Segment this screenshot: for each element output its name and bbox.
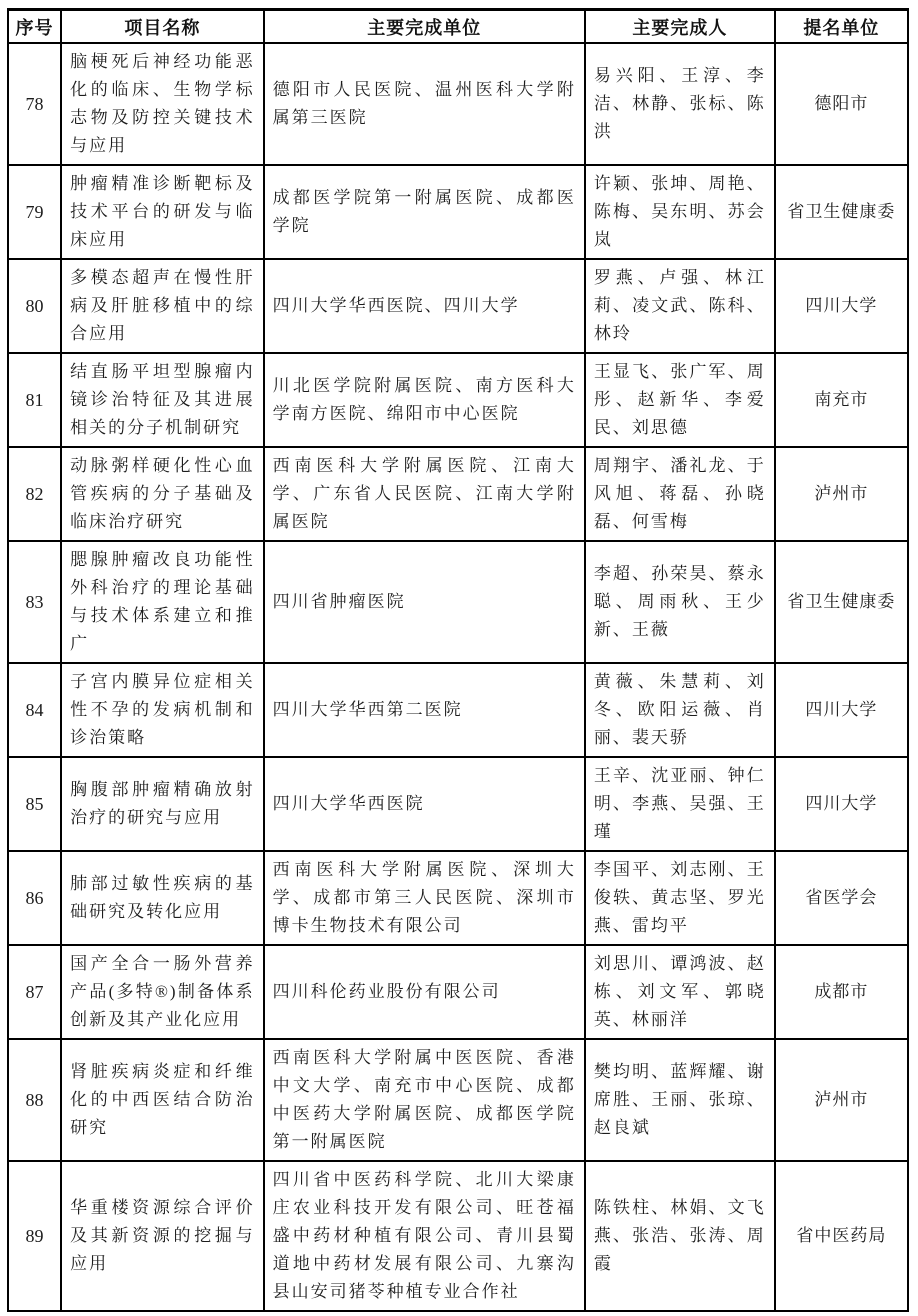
- cell-completing-units: 川北医学院附属医院、南方医科大学南方医院、绵阳市中心医院: [264, 353, 585, 447]
- cell-completing-units: 四川科伦药业股份有限公司: [264, 945, 585, 1039]
- cell-nominating-unit: 省卫生健康委: [775, 541, 908, 663]
- column-header-project-name: 项目名称: [61, 10, 264, 44]
- cell-completing-people: 王辛、沈亚丽、钟仁明、李燕、吴强、王瑾: [585, 757, 775, 851]
- cell-completing-people: 刘思川、谭鸿波、赵栋、刘文军、郭晓英、林丽洋: [585, 945, 775, 1039]
- column-header-serial: 序号: [8, 10, 61, 44]
- cell-completing-people: 许颖、张坤、周艳、陈梅、吴东明、苏会岚: [585, 165, 775, 259]
- cell-serial-number: 86: [8, 851, 61, 945]
- table-row: [8, 447, 908, 541]
- cell-project-name: 肾脏疾病炎症和纤维化的中西医结合防治研究: [61, 1039, 264, 1161]
- cell-nominating-unit: 四川大学: [775, 259, 908, 353]
- cell-nominating-unit: 省卫生健康委: [775, 165, 908, 259]
- table-row: [8, 541, 908, 663]
- cell-serial-number: 87: [8, 945, 61, 1039]
- cell-project-name: 腮腺肿瘤改良功能性外科治疗的理论基础与技术体系建立和推广: [61, 541, 264, 663]
- table-row: [8, 165, 908, 259]
- table-row: [8, 1039, 908, 1161]
- cell-completing-units: 西南医科大学附属医院、深圳大学、成都市第三人民医院、深圳市博卡生物技术有限公司: [264, 851, 585, 945]
- cell-nominating-unit: 省医学会: [775, 851, 908, 945]
- cell-completing-units: 四川省中医药科学院、北川大梁康庄农业科技开发有限公司、旺苍福盛中药材种植有限公司、青川县蜀道地中药材发展有限公司、九寨沟县山安司猪苓种植专业合作社: [264, 1161, 585, 1311]
- cell-project-name: 脑梗死后神经功能恶化的临床、生物学标志物及防控关键技术与应用: [61, 43, 264, 165]
- cell-nominating-unit: 南充市: [775, 353, 908, 447]
- cell-completing-units: 成都医学院第一附属医院、成都医学院: [264, 165, 585, 259]
- cell-serial-number: 79: [8, 165, 61, 259]
- cell-completing-people: 黄薇、朱慧莉、刘冬、欧阳运薇、肖丽、裴天骄: [585, 663, 775, 757]
- cell-project-name: 动脉粥样硬化性心血管疾病的分子基础及临床治疗研究: [61, 447, 264, 541]
- table-row: [8, 43, 908, 165]
- cell-project-name: 多模态超声在慢性肝病及肝脏移植中的综合应用: [61, 259, 264, 353]
- table-row: [8, 757, 908, 851]
- cell-serial-number: 83: [8, 541, 61, 663]
- cell-completing-units: 四川大学华西医院、四川大学: [264, 259, 585, 353]
- cell-project-name: 结直肠平坦型腺瘤内镜诊治特征及其进展相关的分子机制研究: [61, 353, 264, 447]
- cell-completing-people: 罗燕、卢强、林江莉、凌文武、陈科、林玲: [585, 259, 775, 353]
- cell-serial-number: 89: [8, 1161, 61, 1311]
- cell-serial-number: 84: [8, 663, 61, 757]
- cell-completing-people: 陈铁柱、林娟、文飞燕、张浩、张涛、周霞: [585, 1161, 775, 1311]
- column-header-completing-units: 主要完成单位: [264, 10, 585, 44]
- table-row: [8, 851, 908, 945]
- cell-project-name: 肿瘤精准诊断靶标及技术平台的研发与临床应用: [61, 165, 264, 259]
- cell-serial-number: 81: [8, 353, 61, 447]
- cell-serial-number: 82: [8, 447, 61, 541]
- cell-completing-units: 德阳市人民医院、温州医科大学附属第三医院: [264, 43, 585, 165]
- cell-nominating-unit: 泸州市: [775, 1039, 908, 1161]
- cell-serial-number: 80: [8, 259, 61, 353]
- cell-completing-people: 易兴阳、王淳、李洁、林静、张标、陈洪: [585, 43, 775, 165]
- cell-project-name: 国产全合一肠外营养产品(多特®)制备体系创新及其产业化应用: [61, 945, 264, 1039]
- cell-completing-people: 李国平、刘志刚、王俊轶、黄志坚、罗光燕、雷均平: [585, 851, 775, 945]
- table-row: [8, 1161, 908, 1311]
- cell-nominating-unit: 泸州市: [775, 447, 908, 541]
- cell-completing-people: 李超、孙荣昊、蔡永聪、周雨秋、王少新、王薇: [585, 541, 775, 663]
- column-header-completing-people: 主要完成人: [585, 10, 775, 44]
- cell-completing-units: 西南医科大学附属中医医院、香港中文大学、南充市中心医院、成都中医药大学附属医院、成都医学院第一附属医院: [264, 1039, 585, 1161]
- cell-serial-number: 88: [8, 1039, 61, 1161]
- cell-completing-units: 四川大学华西医院: [264, 757, 585, 851]
- cell-serial-number: 78: [8, 43, 61, 165]
- cell-completing-units: 四川省肿瘤医院: [264, 541, 585, 663]
- table-body: [8, 43, 908, 1311]
- table-row: [8, 259, 908, 353]
- header-row: [8, 10, 908, 44]
- column-header-nominating-unit: 提名单位: [775, 10, 908, 44]
- table-row: [8, 353, 908, 447]
- cell-serial-number: 85: [8, 757, 61, 851]
- table-row: [8, 945, 908, 1039]
- award-projects-table: [7, 8, 909, 1312]
- cell-nominating-unit: 四川大学: [775, 757, 908, 851]
- cell-project-name: 胸腹部肿瘤精确放射治疗的研究与应用: [61, 757, 264, 851]
- cell-project-name: 子宫内膜异位症相关性不孕的发病机制和诊治策略: [61, 663, 264, 757]
- cell-nominating-unit: 四川大学: [775, 663, 908, 757]
- cell-nominating-unit: 成都市: [775, 945, 908, 1039]
- cell-completing-units: 西南医科大学附属医院、江南大学、广东省人民医院、江南大学附属医院: [264, 447, 585, 541]
- cell-completing-people: 周翔宇、潘礼龙、于风旭、蒋磊、孙晓磊、何雪梅: [585, 447, 775, 541]
- cell-project-name: 华重楼资源综合评价及其新资源的挖掘与应用: [61, 1161, 264, 1311]
- cell-completing-people: 王显飞、张广军、周彤、赵新华、李爱民、刘思德: [585, 353, 775, 447]
- cell-completing-units: 四川大学华西第二医院: [264, 663, 585, 757]
- cell-project-name: 肺部过敏性疾病的基础研究及转化应用: [61, 851, 264, 945]
- cell-nominating-unit: 省中医药局: [775, 1161, 908, 1311]
- table-row: [8, 663, 908, 757]
- cell-nominating-unit: 德阳市: [775, 43, 908, 165]
- cell-completing-people: 樊均明、蓝辉耀、谢席胜、王丽、张琼、赵良斌: [585, 1039, 775, 1161]
